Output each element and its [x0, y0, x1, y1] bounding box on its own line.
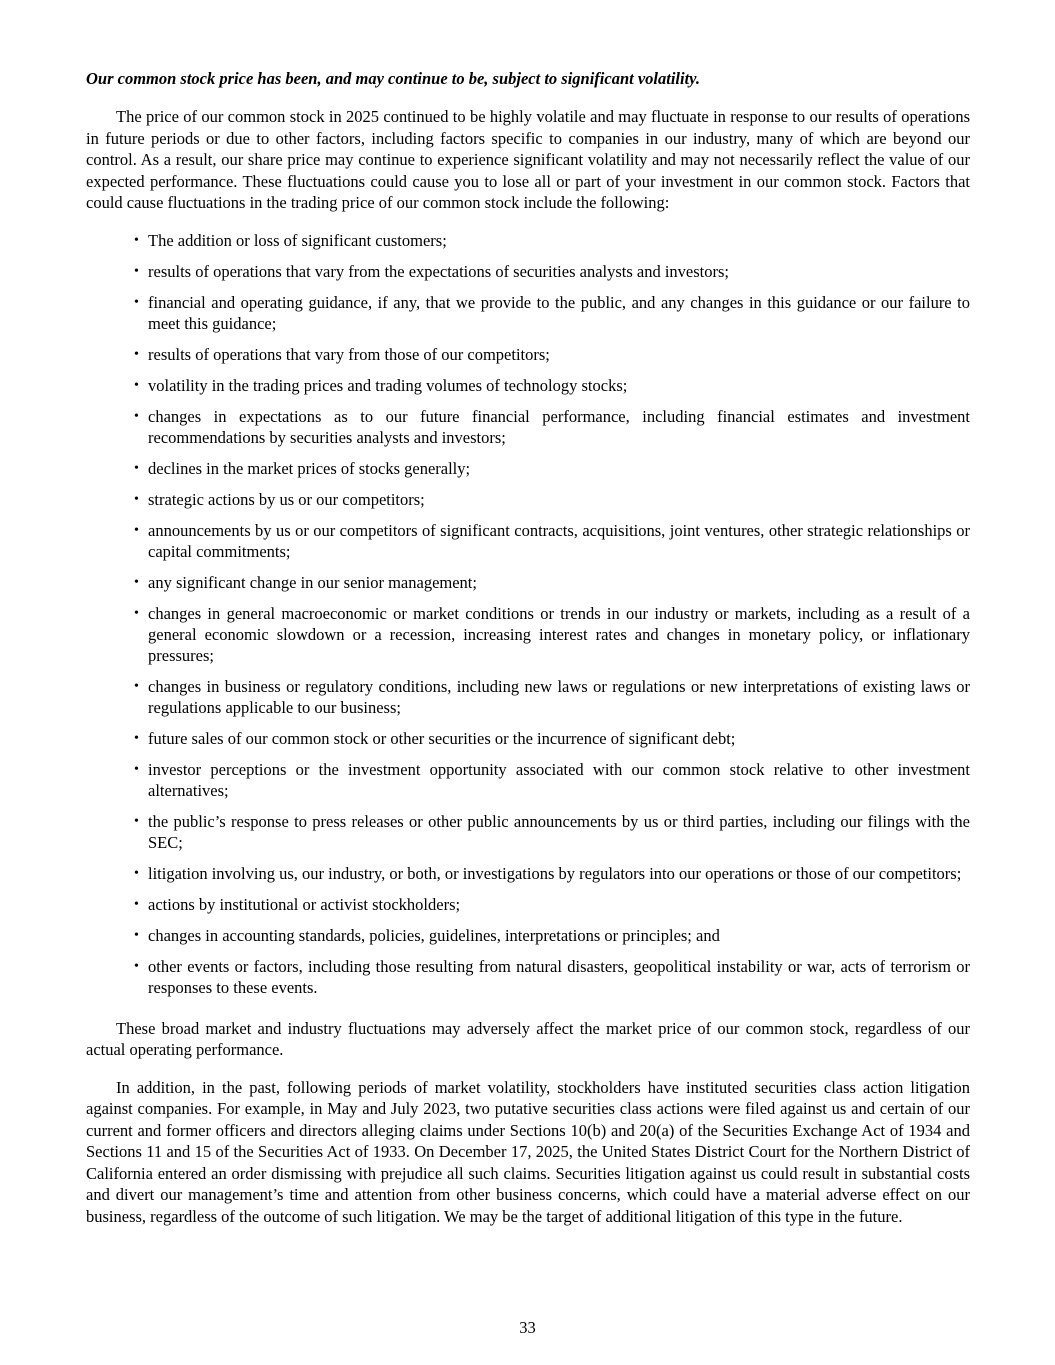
- bullet-icon: •: [134, 491, 139, 507]
- bullet-text: financial and operating guidance, if any, that we provide to the public, and any changes in this guidance or our failure to meet this guidance;: [148, 292, 970, 333]
- bullet-text: results of operations that vary from the expectations of securities analysts and investors;: [148, 261, 730, 281]
- risk-factor-item: [86, 759, 970, 801]
- risk-factor-item: [86, 925, 970, 946]
- bullet-icon: •: [134, 678, 139, 694]
- risk-factor-item: [86, 728, 970, 749]
- bullet-text: volatility in the trading prices and trading volumes of technology stocks;: [148, 375, 628, 395]
- risk-factor-item: [86, 603, 970, 666]
- risk-factor-item: [86, 811, 970, 853]
- page-number: 33: [519, 1318, 536, 1337]
- risk-factor-item: [86, 572, 970, 593]
- risk-factor-item: [86, 375, 970, 396]
- risk-factor-item: [86, 458, 970, 479]
- risk-factor-item: [86, 344, 970, 365]
- risk-factors-list: [86, 230, 970, 998]
- risk-factor-item: [86, 520, 970, 562]
- bullet-text: other events or factors, including those resulting from natural disasters, geopolitical instability or war, acts of terrorism or responses to these events.: [148, 956, 970, 997]
- bullet-text: litigation involving us, our industry, or both, or investigations by regulators into our operations or those of our competitors;: [148, 863, 962, 883]
- bullet-text: future sales of our common stock or other securities or the incurrence of significant debt;: [148, 728, 736, 748]
- risk-factor-item: [86, 956, 970, 998]
- bullet-icon: •: [134, 865, 139, 881]
- bullet-icon: •: [134, 958, 139, 974]
- bullet-icon: •: [134, 408, 139, 424]
- section-heading: Our common stock price has been, and may continue to be, subject to significant volatility.: [86, 69, 701, 88]
- bullet-icon: •: [134, 294, 139, 310]
- risk-factor-item: [86, 676, 970, 718]
- closing-paragraph-1: These broad market and industry fluctuations may adversely affect the market price of our common stock, regardless of our actual operating performance.: [86, 1018, 970, 1059]
- risk-factor-item: [86, 230, 970, 251]
- bullet-icon: •: [134, 522, 139, 538]
- bullet-icon: •: [134, 574, 139, 590]
- bullet-text: changes in business or regulatory conditions, including new laws or regulations or new interpretations of existing laws or regulations applicable to our business;: [148, 676, 970, 717]
- risk-factor-item: [86, 406, 970, 448]
- bullet-icon: •: [134, 346, 139, 362]
- bullet-icon: •: [134, 896, 139, 912]
- bullet-text: changes in accounting standards, policies, guidelines, interpretations or principles; and: [148, 925, 720, 945]
- bullet-icon: •: [134, 927, 139, 943]
- bullet-text: investor perceptions or the investment opportunity associated with our common stock relative to other investment alternatives;: [148, 759, 970, 800]
- bullet-icon: •: [134, 232, 139, 248]
- bullet-text: actions by institutional or activist stockholders;: [148, 894, 461, 914]
- bullet-text: declines in the market prices of stocks generally;: [148, 458, 471, 478]
- bullet-text: changes in general macroeconomic or market conditions or trends in our industry or markets, including as a result of a general economic slowdown or a recession, increasing interest rates and changes in monetary policy, or inflationary pressures;: [148, 603, 970, 665]
- risk-factor-item: [86, 292, 970, 334]
- risk-factor-item: [86, 489, 970, 510]
- bullet-icon: •: [134, 605, 139, 621]
- bullet-icon: •: [134, 263, 139, 279]
- intro-paragraph: The price of our common stock in 2025 continued to be highly volatile and may fluctuate in response to our results of operations in future periods or due to other factors, including factors specific to companies in our industry, many of which are beyond our control. As a result, our share price may continue to experience significant volatility and may not necessarily reflect the value of our expected performance. These fluctuations could cause you to lose all or part of your investment in our common stock. Factors that could cause fluctuations in the trading price of our common stock include the following:: [86, 107, 970, 212]
- bullet-text: The addition or loss of significant customers;: [148, 230, 447, 250]
- bullet-text: the public’s response to press releases or other public announcements by us or third parties, including our filings with the SEC;: [148, 811, 970, 852]
- risk-factor-item: [86, 863, 970, 884]
- bullet-text: strategic actions by us or our competitors;: [148, 489, 425, 509]
- bullet-icon: •: [134, 460, 139, 476]
- risk-factor-item: [86, 894, 970, 915]
- closing-paragraph-2: In addition, in the past, following periods of market volatility, stockholders have instituted securities class action litigation against companies. For example, in May and July 2023, two putative securities class actions were filed against us and certain of our current and former officers and directors alleging claims under Sections 10(b) and 20(a) of the Securities Exchange Act of 1934 and Sections 11 and 15 of the Securities Act of 1933. On December 17, 2025, the United States District Court for the Northern District of California entered an order dismissing with prejudice all such claims. Securities litigation against us could result in substantial costs and divert our management’s time and attention from other business concerns, which could have a material adverse effect on our business, regardless of the outcome of such litigation. We may be the target of additional litigation of this type in the future.: [86, 1077, 970, 1226]
- bullet-icon: •: [134, 377, 139, 393]
- risk-factor-item: [86, 261, 970, 282]
- bullet-text: announcements by us or our competitors of significant contracts, acquisitions, joint ventures, other strategic relationships or capital commitments;: [148, 520, 970, 561]
- bullet-text: changes in expectations as to our future financial performance, including financial estimates and investment recommendations by securities analysts and investors;: [148, 406, 970, 447]
- bullet-icon: •: [134, 761, 139, 777]
- bullet-icon: •: [134, 813, 139, 829]
- bullet-text: any significant change in our senior management;: [148, 572, 477, 592]
- bullet-text: results of operations that vary from those of our competitors;: [148, 344, 550, 364]
- bullet-icon: •: [134, 730, 139, 746]
